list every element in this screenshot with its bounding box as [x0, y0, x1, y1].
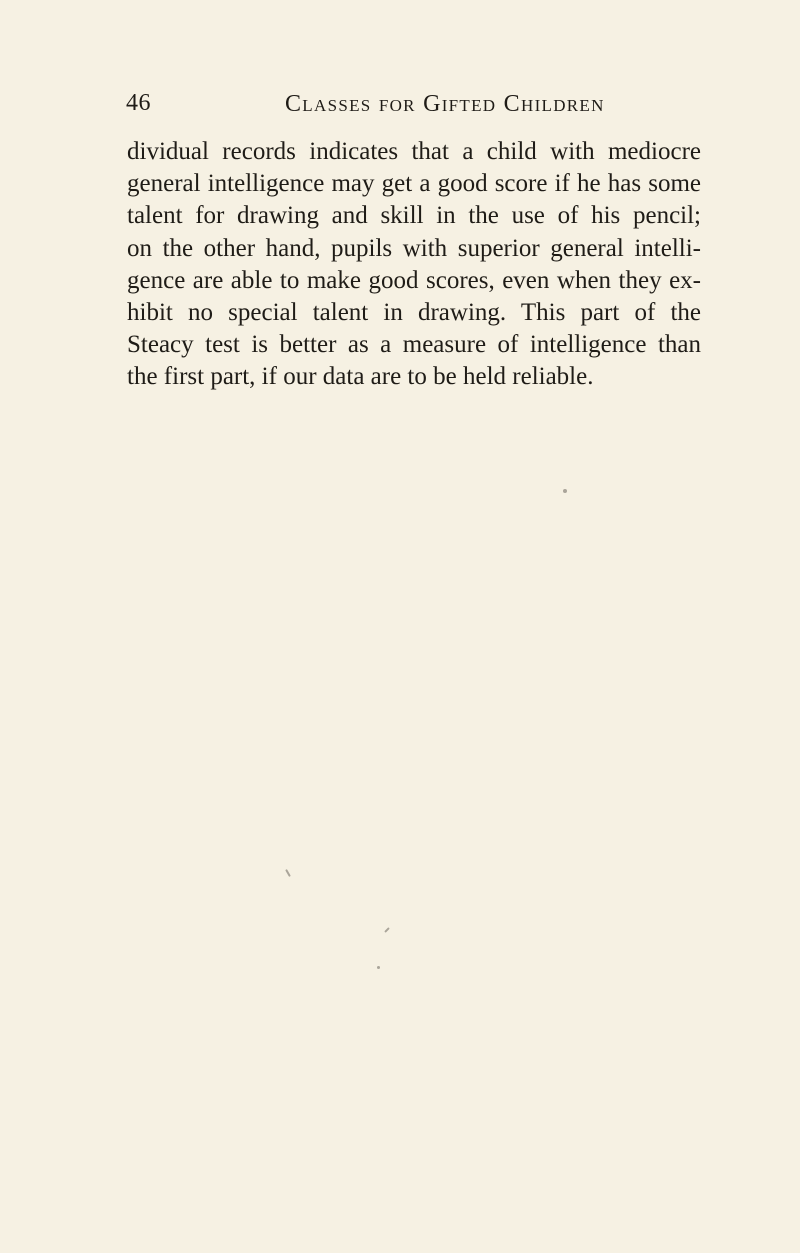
body-line: Steacy test is better as a measure of intelligence than	[127, 331, 701, 359]
running-title: Classes for Gifted Children	[285, 91, 605, 117]
body-paragraph	[127, 136, 701, 394]
running-head	[126, 88, 685, 118]
body-line: dividual records indicates that a child with mediocre	[127, 138, 701, 165]
body-line: on the other hand, pupils with superior general intelli-	[127, 234, 701, 262]
body-line-last: the first part, if our data are to be held reliable.	[127, 363, 594, 391]
body-line: hibit no special talent in drawing. This part of the	[127, 298, 701, 326]
paper-speck	[384, 927, 390, 933]
page-number: 46	[126, 90, 151, 116]
paper-speck	[285, 869, 291, 877]
paper-speck	[377, 966, 380, 969]
paper-speck	[563, 489, 567, 493]
body-line: talent for drawing and skill in the use of his pencil;	[127, 202, 701, 230]
body-line: gence are able to make good scores, even when they ex-	[127, 266, 701, 294]
body-line: general intelligence may get a good score if he has some	[127, 170, 701, 198]
